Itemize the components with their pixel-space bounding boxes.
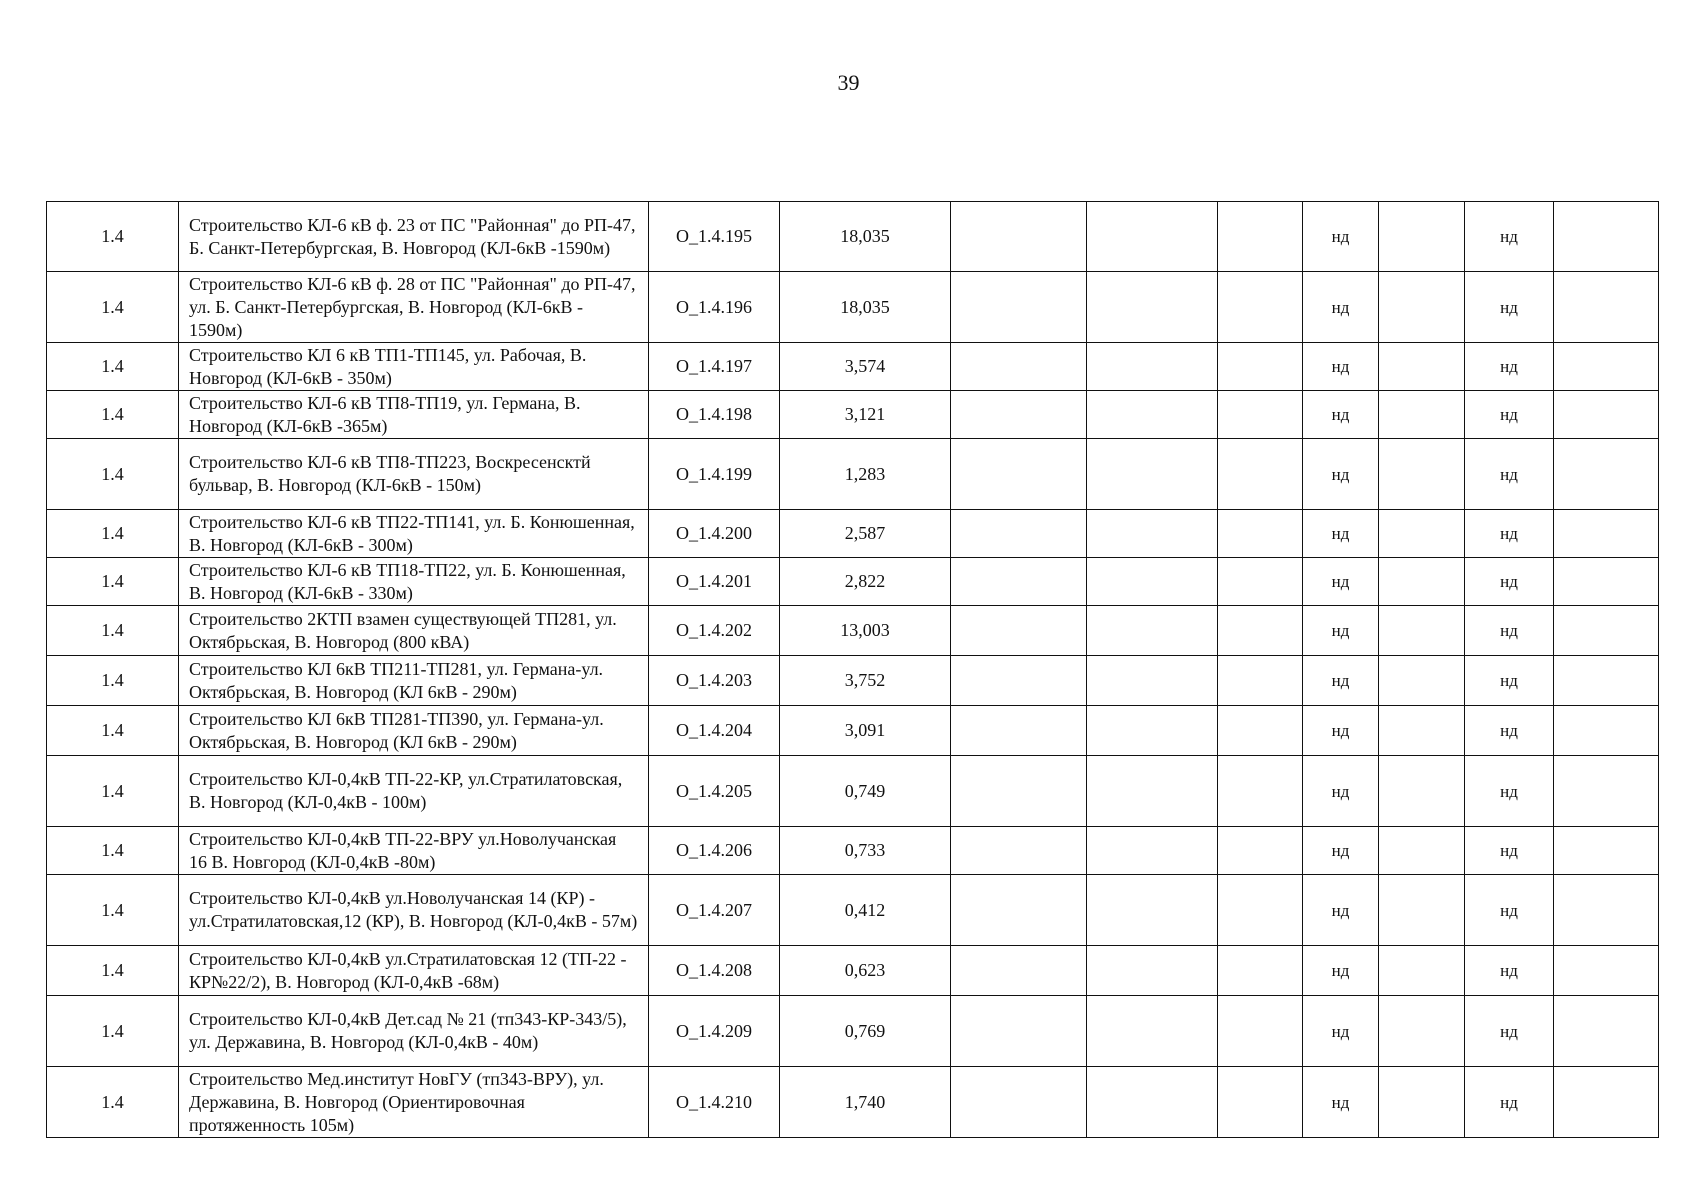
code-cell: O_1.4.207 [649, 875, 780, 946]
nd-cell: нд [1465, 202, 1554, 272]
nd-cell: нд [1465, 391, 1554, 439]
empty-cell [1087, 202, 1218, 272]
section-cell: 1.4 [47, 756, 179, 827]
empty-cell [1379, 272, 1465, 343]
page-number: 39 [837, 70, 860, 95]
name-cell: Строительство КЛ-0,4кВ ТП-22-КР, ул.Стратилатовская, В. Новгород (КЛ-0,4кВ - 100м) [179, 756, 649, 827]
value-cell: 0,412 [780, 875, 951, 946]
section-cell: 1.4 [47, 558, 179, 606]
table-row [47, 875, 1659, 946]
code-cell: O_1.4.205 [649, 756, 780, 827]
name-cell: Строительство КЛ-6 кВ ТП8-ТП223, Воскресенсктй бульвар, В. Новгород (КЛ-6кВ - 150м) [179, 439, 649, 510]
section-cell: 1.4 [47, 343, 179, 391]
nd-cell: нд [1303, 343, 1379, 391]
nd-cell: нд [1465, 827, 1554, 875]
value-cell: 3,574 [780, 343, 951, 391]
section-cell: 1.4 [47, 1067, 179, 1138]
empty-cell [1087, 558, 1218, 606]
empty-cell [951, 656, 1087, 706]
empty-cell [1554, 656, 1659, 706]
section-cell: 1.4 [47, 391, 179, 439]
section-cell: 1.4 [47, 272, 179, 343]
name-cell: Строительство КЛ-6 кВ ф. 23 от ПС "Районная" до РП-47, Б. Санкт-Петербургская, В. Новгород (КЛ-6кВ -1590м) [179, 202, 649, 272]
empty-cell [1218, 272, 1303, 343]
empty-cell [951, 706, 1087, 756]
name-cell: Строительство КЛ-0,4кВ ТП-22-ВРУ ул.Новолучанская 16 В. Новгород (КЛ-0,4кВ -80м) [179, 827, 649, 875]
nd-cell: нд [1303, 606, 1379, 656]
empty-cell [1218, 343, 1303, 391]
name-cell: Строительство КЛ-6 кВ ф. 28 от ПС "Районная" до РП-47, ул. Б. Санкт-Петербургская, В. Новгород (КЛ-6кВ - 1590м) [179, 272, 649, 343]
nd-cell: нд [1465, 656, 1554, 706]
section-cell: 1.4 [47, 706, 179, 756]
nd-cell: нд [1303, 656, 1379, 706]
empty-cell [1087, 391, 1218, 439]
empty-cell [1554, 272, 1659, 343]
name-cell: Строительство 2КТП взамен существующей ТП281, ул. Октябрьская, В. Новгород (800 кВА) [179, 606, 649, 656]
nd-cell: нд [1303, 1067, 1379, 1138]
empty-cell [1087, 343, 1218, 391]
nd-cell: нд [1303, 391, 1379, 439]
empty-cell [1218, 996, 1303, 1067]
nd-cell: нд [1303, 272, 1379, 343]
empty-cell [1379, 756, 1465, 827]
empty-cell [1087, 606, 1218, 656]
table-row [47, 606, 1659, 656]
code-cell: O_1.4.195 [649, 202, 780, 272]
name-cell: Строительство КЛ-0,4кВ ул.Стратилатовская 12 (ТП-22 - КР№22/2), В. Новгород (КЛ-0,4кВ -68м) [179, 946, 649, 996]
empty-cell [1218, 558, 1303, 606]
empty-cell [951, 558, 1087, 606]
value-cell: 3,121 [780, 391, 951, 439]
nd-cell: нд [1303, 827, 1379, 875]
name-cell: Строительство КЛ 6кВ ТП281-ТП390, ул. Германа-ул. Октябрьская, В. Новгород (КЛ 6кВ - 290м) [179, 706, 649, 756]
empty-cell [951, 202, 1087, 272]
value-cell: 18,035 [780, 272, 951, 343]
value-cell: 0,733 [780, 827, 951, 875]
empty-cell [1087, 656, 1218, 706]
table-row [47, 756, 1659, 827]
empty-cell [1087, 510, 1218, 558]
empty-cell [1379, 510, 1465, 558]
empty-cell [1379, 606, 1465, 656]
empty-cell [1087, 1067, 1218, 1138]
nd-cell: нд [1465, 606, 1554, 656]
empty-cell [1554, 343, 1659, 391]
empty-cell [1218, 656, 1303, 706]
empty-cell [1554, 946, 1659, 996]
nd-cell: нд [1465, 439, 1554, 510]
name-cell: Строительство Мед.институт НовГУ (тп343-ВРУ), ул. Державина, В. Новгород (Ориентировочная протяженность 105м) [179, 1067, 649, 1138]
nd-cell: нд [1303, 996, 1379, 1067]
table-row [47, 656, 1659, 706]
nd-cell: нд [1465, 996, 1554, 1067]
empty-cell [1218, 1067, 1303, 1138]
value-cell: 3,091 [780, 706, 951, 756]
empty-cell [1218, 510, 1303, 558]
table-row [47, 827, 1659, 875]
empty-cell [1554, 202, 1659, 272]
empty-cell [1379, 656, 1465, 706]
empty-cell [1087, 439, 1218, 510]
empty-cell [1218, 875, 1303, 946]
section-cell: 1.4 [47, 996, 179, 1067]
nd-cell: нд [1465, 1067, 1554, 1138]
empty-cell [1218, 946, 1303, 996]
nd-cell: нд [1465, 510, 1554, 558]
empty-cell [1554, 606, 1659, 656]
empty-cell [951, 439, 1087, 510]
empty-cell [1218, 391, 1303, 439]
nd-cell: нд [1303, 756, 1379, 827]
section-cell: 1.4 [47, 656, 179, 706]
empty-cell [1379, 343, 1465, 391]
section-cell: 1.4 [47, 606, 179, 656]
empty-cell [1379, 439, 1465, 510]
code-cell: O_1.4.202 [649, 606, 780, 656]
nd-cell: нд [1465, 706, 1554, 756]
value-cell: 0,623 [780, 946, 951, 996]
nd-cell: нд [1303, 558, 1379, 606]
empty-cell [1087, 875, 1218, 946]
empty-cell [1554, 391, 1659, 439]
code-cell: O_1.4.208 [649, 946, 780, 996]
value-cell: 2,587 [780, 510, 951, 558]
empty-cell [951, 510, 1087, 558]
nd-cell: нд [1303, 510, 1379, 558]
value-cell: 1,740 [780, 1067, 951, 1138]
empty-cell [951, 875, 1087, 946]
nd-cell: нд [1465, 558, 1554, 606]
empty-cell [1554, 510, 1659, 558]
empty-cell [1554, 875, 1659, 946]
empty-cell [1087, 272, 1218, 343]
table-row [47, 202, 1659, 272]
value-cell: 13,003 [780, 606, 951, 656]
empty-cell [1554, 558, 1659, 606]
code-cell: O_1.4.206 [649, 827, 780, 875]
table-row [47, 558, 1659, 606]
empty-cell [1218, 439, 1303, 510]
table-row [47, 1067, 1659, 1138]
table-row [47, 996, 1659, 1067]
code-cell: O_1.4.204 [649, 706, 780, 756]
empty-cell [1379, 391, 1465, 439]
empty-cell [1218, 756, 1303, 827]
empty-cell [1379, 946, 1465, 996]
empty-cell [951, 756, 1087, 827]
section-cell: 1.4 [47, 875, 179, 946]
empty-cell [1379, 875, 1465, 946]
code-cell: O_1.4.197 [649, 343, 780, 391]
empty-cell [1218, 606, 1303, 656]
value-cell: 0,749 [780, 756, 951, 827]
empty-cell [951, 1067, 1087, 1138]
code-cell: O_1.4.209 [649, 996, 780, 1067]
name-cell: Строительство КЛ 6кВ ТП211-ТП281, ул. Германа-ул. Октябрьская, В. Новгород (КЛ 6кВ - 290м) [179, 656, 649, 706]
code-cell: O_1.4.196 [649, 272, 780, 343]
empty-cell [1379, 1067, 1465, 1138]
section-cell: 1.4 [47, 439, 179, 510]
empty-cell [1087, 827, 1218, 875]
empty-cell [1218, 706, 1303, 756]
nd-cell: нд [1303, 439, 1379, 510]
investment-table [46, 201, 1659, 1138]
value-cell: 2,822 [780, 558, 951, 606]
empty-cell [1379, 558, 1465, 606]
nd-cell: нд [1465, 272, 1554, 343]
value-cell: 1,283 [780, 439, 951, 510]
nd-cell: нд [1303, 706, 1379, 756]
empty-cell [1554, 706, 1659, 756]
empty-cell [1218, 827, 1303, 875]
table-row [47, 706, 1659, 756]
empty-cell [1554, 756, 1659, 827]
table-row [47, 510, 1659, 558]
name-cell: Строительство КЛ 6 кВ ТП1-ТП145, ул. Рабочая, В. Новгород (КЛ-6кВ - 350м) [179, 343, 649, 391]
name-cell: Строительство КЛ-6 кВ ТП18-ТП22, ул. Б. Конюшенная, В. Новгород (КЛ-6кВ - 330м) [179, 558, 649, 606]
empty-cell [951, 272, 1087, 343]
table-row [47, 439, 1659, 510]
empty-cell [1379, 996, 1465, 1067]
nd-cell: нд [1303, 875, 1379, 946]
value-cell: 0,769 [780, 996, 951, 1067]
nd-cell: нд [1465, 343, 1554, 391]
code-cell: O_1.4.203 [649, 656, 780, 706]
section-cell: 1.4 [47, 827, 179, 875]
code-cell: O_1.4.201 [649, 558, 780, 606]
empty-cell [1087, 706, 1218, 756]
code-cell: O_1.4.198 [649, 391, 780, 439]
table-row [47, 272, 1659, 343]
nd-cell: нд [1303, 946, 1379, 996]
empty-cell [951, 946, 1087, 996]
empty-cell [1554, 1067, 1659, 1138]
table-row [47, 946, 1659, 996]
empty-cell [951, 606, 1087, 656]
name-cell: Строительство КЛ-0,4кВ Дет.сад № 21 (тп343-КР-343/5), ул. Державина, В. Новгород (КЛ-0,4кВ - 40м) [179, 996, 649, 1067]
empty-cell [1554, 439, 1659, 510]
value-cell: 18,035 [780, 202, 951, 272]
empty-cell [951, 996, 1087, 1067]
empty-cell [1218, 202, 1303, 272]
table-row [47, 343, 1659, 391]
nd-cell: нд [1465, 946, 1554, 996]
empty-cell [1379, 706, 1465, 756]
nd-cell: нд [1465, 875, 1554, 946]
nd-cell: нд [1303, 202, 1379, 272]
empty-cell [1087, 756, 1218, 827]
empty-cell [951, 343, 1087, 391]
section-cell: 1.4 [47, 946, 179, 996]
empty-cell [1379, 827, 1465, 875]
nd-cell: нд [1465, 756, 1554, 827]
code-cell: O_1.4.200 [649, 510, 780, 558]
empty-cell [1554, 827, 1659, 875]
name-cell: Строительство КЛ-0,4кВ ул.Новолучанская 14 (КР) - ул.Стратилатовская,12 (КР), В. Новгород (КЛ-0,4кВ - 57м) [179, 875, 649, 946]
code-cell: O_1.4.210 [649, 1067, 780, 1138]
empty-cell [951, 827, 1087, 875]
empty-cell [1379, 202, 1465, 272]
empty-cell [951, 391, 1087, 439]
empty-cell [1087, 946, 1218, 996]
section-cell: 1.4 [47, 202, 179, 272]
value-cell: 3,752 [780, 656, 951, 706]
empty-cell [1087, 996, 1218, 1067]
empty-cell [1554, 996, 1659, 1067]
section-cell: 1.4 [47, 510, 179, 558]
name-cell: Строительство КЛ-6 кВ ТП8-ТП19, ул. Германа, В. Новгород (КЛ-6кВ -365м) [179, 391, 649, 439]
code-cell: O_1.4.199 [649, 439, 780, 510]
table-row [47, 391, 1659, 439]
name-cell: Строительство КЛ-6 кВ ТП22-ТП141, ул. Б. Конюшенная, В. Новгород (КЛ-6кВ - 300м) [179, 510, 649, 558]
